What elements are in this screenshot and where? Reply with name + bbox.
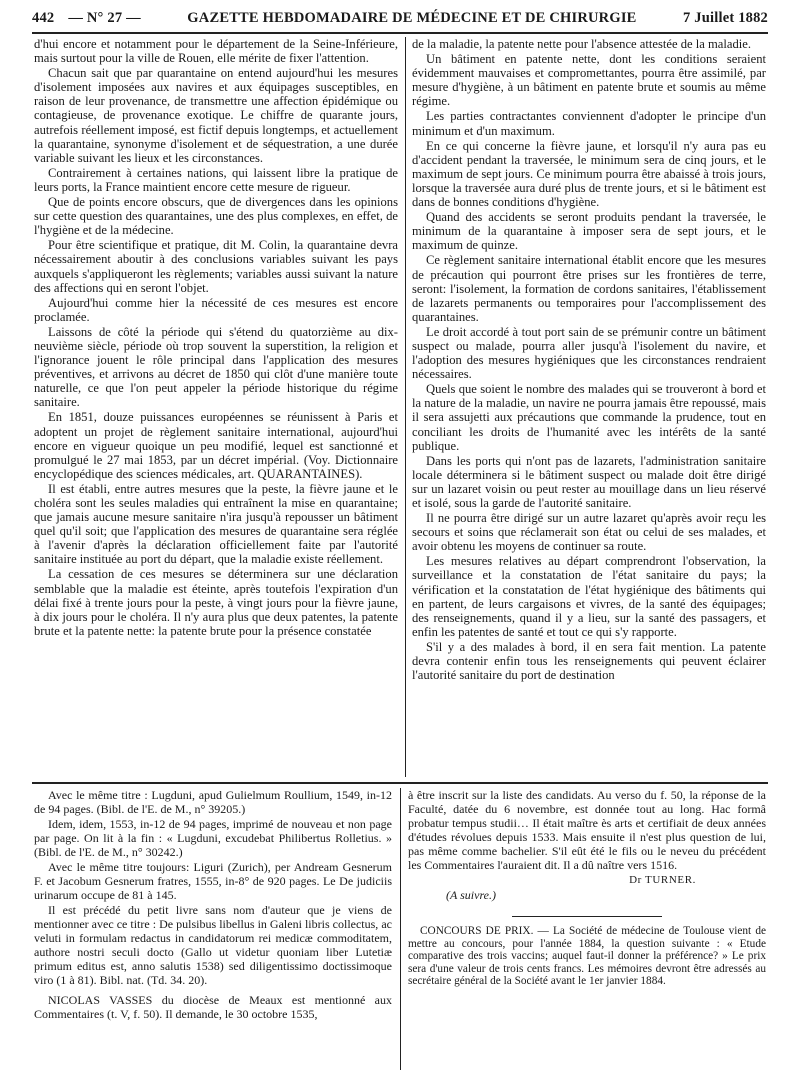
paragraph: Dans les ports qui n'ont pas de lazarets, l'administration sanitaire locale déterminera si le bâtiment suspect ou malade doit être dirigé sur un lazaret voisin ou peut rester au mouillage dans un lieu réservé et isolé, sous la garde de l'autorité sanitaire. bbox=[412, 453, 766, 510]
paragraph: Aujourd'hui comme hier la nécessité de ces mesures est encore proclamée. bbox=[34, 295, 398, 324]
separator-rule bbox=[512, 916, 662, 917]
paragraph: Il ne pourra être dirigé sur un autre lazaret qu'après avoir reçu les secours et soins que réclamerait son état ou celui de ses malades, et avoir obtenu les moyens de continuer sa route. bbox=[412, 511, 766, 554]
paragraph: Que de points encore obscurs, que de divergences dans les opinions sur cette question des quarantaines, une des plus complexes, en effet, de l'hygiène et de la médecine. bbox=[34, 195, 398, 238]
paragraph: Laissons de côté la période qui s'étend du quatorzième au dix-neuvième siècle, période où trop souvent la superstition, la religion et l'ignorance jouent le rôle principal dans l'application des mesures préventives, et arrivons au décret de 1850 qui clôt d'une manière toute naturelle, ce que l'on peut appeler la période historique du régime sanitaire. bbox=[34, 324, 398, 410]
paragraph: S'il y a des malades à bord, il en sera fait mention. La patente devra contenir enfin tous les renseignements qui peuvent éclairer l'autorité sanitaire du port de destination bbox=[412, 639, 766, 683]
paragraph: Avec le même titre toujours: Liguri (Zurich), per Andream Gesnerum F. et Jacobum Gesnerum fratres, 1555, in-8° de 920 pages. Le De judiciis urinarum occupe de 81 à 145. bbox=[34, 860, 392, 902]
paragraph: Quand des accidents se seront produits pendant la traversée, le minimum de la quarantaine à imposer sera de sept jours, et le maximum de quinze. bbox=[412, 210, 766, 253]
paragraph: En 1851, douze puissances européennes se réunissent à Paris et adoptent un projet de règlement sanitaire international, aujourd'hui encore en vigueur quoique un peu modifié, lequel est sanctionné et promulgué le 27 mai 1853, par un décret impérial. (Voy. Dictionnaire encyclopédique des sciences médicales, art. QUARANTAINES). bbox=[34, 410, 398, 481]
paragraph: Les mesures relatives au départ comprendront l'observation, la surveillance et la constatation de l'état sanitaire du pays; la vérification et la constatation de l'état hygiénique des bâtiments qui en partent, de leurs cargaisons et vivres, de la santé des équipages; des renseignements, quand il y a lieu, sur la santé des passagers, et enfin les patentes de santé et tout ce qui s'y rapporte. bbox=[412, 554, 766, 639]
issue-number: — N° 27 — bbox=[68, 9, 141, 26]
paragraph: Les parties contractantes conviennent d'adopter le principe d'un minimum et d'un maximum. bbox=[412, 109, 766, 138]
paragraph: En ce qui concerne la fièvre jaune, et lorsqu'il n'y aura pas eu d'accident pendant la traversée, le minimum sera de cinq jours, et le maximum de sept jours. Ce minimum pourra être abaissé à trois jours, lorsque la traversée aura duré plus de trente jours, et si le bâtiment est dans de bonnes conditions d'hygiène. bbox=[412, 138, 766, 210]
paragraph: Un bâtiment en patente nette, dont les conditions seraient évidemment mauvaises et compromettantes, pourra être assimilé, par mesure d'hygiène, à un bâtiment en patente brute et soumis au même régime. bbox=[412, 52, 766, 109]
right-column bbox=[412, 37, 766, 683]
paragraph: à être inscrit sur la liste des candidats. Au verso du f. 50, la réponse de la Faculté, datée du 6 novembre, est donnée tout au long. Hac formâ probatur tempus studii… Il était maître ès arts et certifiait de deux années d'études révolues depuis 1533. Mais ensuite il n'est plus question de lui, pas même comme bachelier. S'il eût été le fils ou le neveu du précédent les Commentaires l'auraient dit. Il a dû naître vers 1516. bbox=[408, 788, 766, 872]
paragraph: Avec le même titre : Lugduni, apud Gulielmum Roullium, 1549, in-12 de 94 pages. (Bibl. de l'E. de M., n° 39205.) bbox=[34, 788, 392, 816]
paragraph: Chacun sait que par quarantaine on entend aujourd'hui les mesures d'isolement imposées aux navires et aux équipages susceptibles, en raison de leur provenance, de transmettre une affection épidémique ou contagieuse, de provenance exotique. Le chiffre de quarante jours, autrefois réellement imposé, est fictif depuis longtemps, et actuellement la quarantaine, synonyme d'isolement et de séquestration, a une durée variable suivant les lieux et les circonstances. bbox=[34, 66, 398, 165]
paragraph: Contrairement à certaines nations, qui laissent libre la pratique de leurs ports, la France maintient encore cette mesure de rigueur. bbox=[34, 165, 398, 194]
paragraph: NICOLAS VASSES du diocèse de Meaux est mentionné aux Commentaires (t. V, f. 50). Il demande, le 30 octobre 1535, bbox=[34, 993, 392, 1021]
journal-title: GAZETTE HEBDOMADAIRE DE MÉDECINE ET DE CHIRURGIE bbox=[187, 9, 637, 26]
paragraph: Le droit accordé à tout port sain de se prémunir contre un bâtiment suspect ou malade, pourra aller jusqu'à l'isolement du navire, et l'adoption des mesures hygiéniques que les circonstances rendraient nécessaires. bbox=[412, 324, 766, 382]
paragraph: CONCOURS DE PRIX. — La Société de médecine de Toulouse vient de mettre au concours, pour l'année 1884, la question suivante : « Etude comparative des trois vaccins; auquel faut-il donner la préférence? » Le prix sera d'une valeur de trois cents francs. Les mémoires devront être adressés au secrétaire général de la Société avant le 1er janvier 1884. bbox=[408, 925, 766, 987]
paragraph: Pour être scientifique et pratique, dit M. Colin, la quarantaine devra nécessairement aboutir à des conclusions variables suivant les pays auxquels s'appliqueront les règlements; variables aussi suivant la nature des affections qui en seront l'objet. bbox=[34, 238, 398, 295]
page-number: 442 bbox=[32, 9, 55, 26]
paragraph: Idem, idem, 1553, in-12 de 94 pages, imprimé de nouveau et non page par page. On lit à la fin : « Lugduni, excudebat Philibertus Rolletius. » (Bibl. de l'E. de M., n° 30242.) bbox=[34, 817, 392, 859]
column-divider bbox=[405, 37, 406, 777]
left-column bbox=[34, 37, 398, 639]
paragraph: Ce règlement sanitaire international établit encore que les mesures de précaution qui pourront être prises sur les frontières de terre, seront: l'isolement, la formation de cordons sanitaires, l'établissement de lazarets permanents ou temporaires pour l'accomplissement des quarantaines. bbox=[412, 253, 766, 324]
paragraph: de la maladie, la patente nette pour l'absence attestée de la maladie. bbox=[412, 37, 751, 51]
prize-notice bbox=[408, 925, 766, 988]
to-be-continued: (A suivre.) bbox=[446, 888, 496, 902]
section-rule bbox=[32, 782, 768, 784]
paragraph: d'hui encore et notamment pour le département de la Seine-Inférieure, mais surtout pour la ville de Rouen, elle mérite de fixer l'attention. bbox=[34, 37, 398, 66]
header-rule bbox=[32, 32, 768, 34]
paragraph: Il est précédé du petit livre sans nom d'auteur que je viens de mentionner avec ce titre : De pulsibus libellus in Galeni libris collectus, ac veluti in formulam redactus in candidatorum rei medicæ commoditatem, authore nostri seculi docto (Gallo ut videtur quoniam liber Lutetiæ primum editus est, anno salutis 1538) sed diligentissimo doctissimoque viro (1 à 81). Bibl. nat. (Td. 34. 20). bbox=[34, 903, 392, 987]
page-header bbox=[32, 6, 768, 30]
author-signature: Dr TURNER. bbox=[629, 874, 696, 886]
paragraph: La cessation de ces mesures se déterminera sur une déclaration semblable que la maladie est éteinte, après toutefois l'expiration d'un délai fixé à trente jours pour la peste, à vingt jours pour la fièvre jaune, à dix jours pour le choléra. Il n'y aura plus que deux patentes, la patente brute et la patente nette: la patente brute pour la présence constatée bbox=[34, 567, 398, 638]
column-divider-bottom bbox=[400, 788, 401, 1070]
bottom-left-column bbox=[34, 788, 392, 1022]
issue-date: 7 Juillet 1882 bbox=[683, 9, 768, 26]
paragraph: Il est établi, entre autres mesures que la peste, la fièvre jaune et le choléra sont les seules maladies qui entraînent la mise en quarantaine; que jamais aucune mesure sanitaire n'ira jusqu'à repousser un bâtiment quel qu'il soit; que l'application des mesures de quarantaine sera réglée à l'avenir d'après la déclaration officiellement faite par l'autorité sanitaire instituée au port du départ, que la maladie existe réellement. bbox=[34, 481, 398, 567]
bottom-right-column bbox=[408, 788, 766, 989]
paragraph: Quels que soient le nombre des malades qui se trouveront à bord et la nature de la maladie, un navire ne pourra jamais être repoussé, mais il sera assujetti aux précautions que commande la prudence, tout en conciliant les droits de l'humanité avec les intérêts de la santé publique. bbox=[412, 382, 766, 453]
